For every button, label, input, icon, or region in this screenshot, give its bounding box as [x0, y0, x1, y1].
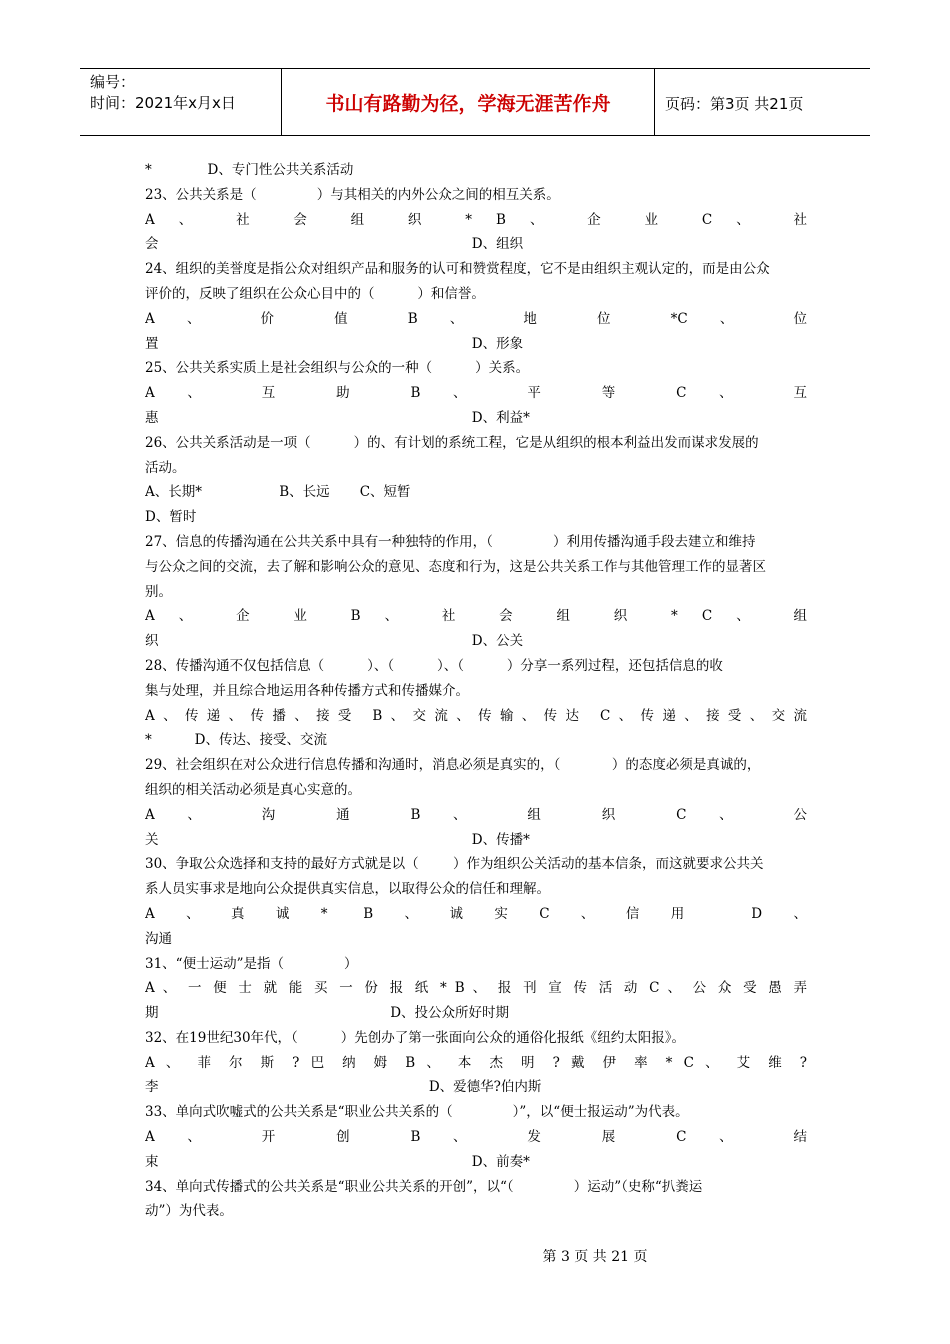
text-line: A 、 沟 通 B 、 组 织 C 、 公: [145, 806, 807, 823]
text-line: 28、传播沟通不仅包括信息（ ）、（ ）、（ ）分享一系列过程，还包括信息的收: [145, 657, 723, 674]
text-line: 沟通: [145, 930, 172, 947]
text-line: 活动。: [145, 459, 186, 476]
text-line: 会 D、组织: [145, 236, 524, 253]
text-line: 动”）为代表。: [145, 1203, 233, 1220]
text-line: A 、 企 业 B 、 社 会 组 织 * C 、 组: [145, 608, 807, 625]
text-line: A 、 互 助 B 、 平 等 C 、 互: [145, 385, 807, 402]
text-line: A、真诚* B、诚实C、信用 D、: [145, 905, 807, 922]
text-line: 27、信息的传播沟通在公共关系中具有一种独特的作用，（ ）利用传播沟通手段去建立和维持: [145, 533, 756, 550]
text-line: 23、公共关系是（ ）与其相关的内外公众之间的相互关系。: [145, 186, 560, 203]
text-line: 关 D、传播*: [145, 831, 530, 848]
text-line: A 、 开 创 B 、 发 展 C 、 结: [145, 1129, 807, 1146]
text-line: 评价的，反映了组织在公众心目中的（ ）和信誉。: [145, 285, 485, 302]
text-line: A、传递、传播、接受 B、交流、传输、传达 C、传递、接受、交流: [145, 707, 807, 724]
text-line: 30、争取公众选择和支持的最好方式就是以（ ）作为组织公关活动的基本信条，而这就要求公共关: [145, 856, 764, 873]
text-line: 束 D、前奏*: [145, 1153, 530, 1170]
text-line: 系人员实事求是地向公众提供真实信息，以取得公众的信任和理解。: [145, 881, 550, 898]
header-page-number: 页码：第3页 共21页: [665, 95, 804, 113]
header-motto: 书山有路勤为径，学海无涯苦作舟: [282, 69, 655, 135]
text-line: 26、公共关系活动是一项（ ）的、有计划的系统工程，它是从组织的根本利益出发而谋求发展的: [145, 434, 759, 451]
text-line: 31、“便士运动”是指（ ）: [145, 955, 358, 972]
footer-page-number: 第 3 页 共 21 页: [542, 1249, 648, 1265]
text-line: 组织的相关活动必须是真心实意的。: [145, 781, 361, 798]
text-line: 25、公共关系实质上是社会组织与公众的一种（ ）关系。: [145, 360, 530, 377]
text-line: A 、 价 值 B 、 地 位 *C 、 位: [145, 310, 807, 327]
text-line: 别。: [145, 583, 172, 600]
text-line: 李 D、爱德华?伯内斯: [145, 1079, 542, 1096]
header-number: 编号：: [90, 73, 136, 91]
text-line: 24、组织的美誉度是指公众对组织产品和服务的认可和赞赏程度，它不是由组织主观认定的，而是由公众: [145, 261, 770, 278]
header-time: 时间：2021年x月x日: [90, 94, 236, 112]
text-line: 34、单向式传播式的公共关系是“职业公共关系的开创”，以“（ ）运动”（史称“扒粪运: [145, 1178, 703, 1195]
text-line: 惠 D、利益*: [145, 409, 530, 426]
page-header: [80, 68, 870, 136]
text-line: 集与处理，并且综合地运用各种传播方式和传播媒介。: [145, 682, 469, 699]
header-meta: [80, 69, 282, 135]
text-line: A 、 菲 尔 斯 ? 巴 纳 姆 B 、 本 杰 明 ? 戴 伊 率 * C 、 艾 维 ?: [145, 1054, 807, 1071]
text-line: 33、单向式吹嘘式的公共关系是“职业公共关系的（ ）”，以“便士报运动”为代表。: [145, 1104, 689, 1121]
document-body: [145, 158, 807, 1224]
text-line: A 、 一 便 士 就 能 买 一 份 报 纸 * B 、 报 刊 宣 传 活 动 C 、 公 众 受 愚 弄: [145, 980, 807, 997]
text-line: A 、 社 会 组 织 * B 、 企 业 C 、 社: [145, 211, 807, 228]
text-line: 29、社会组织在对公众进行信息传播和沟通时，消息必须是真实的，（ ）的态度必须是真诚的，: [145, 757, 761, 774]
text-line: 32、在19世纪30年代，（ ）先创办了第一张面向公众的通俗化报纸《纽约太阳报》。: [145, 1029, 685, 1046]
text-line: A、长期* B、长远 C、短暂: [145, 484, 411, 501]
text-line: 期 D、投公众所好时期: [145, 1005, 510, 1022]
page-footer: [0, 1246, 950, 1266]
text-line: 织 D、公关: [145, 633, 524, 650]
text-line: 置 D、形象: [145, 335, 524, 352]
text-line: D、暂时: [145, 509, 197, 526]
text-line: * D、传达、接受、交流: [145, 732, 327, 749]
text-line: 与公众之间的交流，去了解和影响公众的意见、态度和行为，这是公共关系工作与其他管理工作的显著区: [145, 558, 766, 575]
text-line: * D、专门性公共关系活动: [145, 162, 354, 178]
